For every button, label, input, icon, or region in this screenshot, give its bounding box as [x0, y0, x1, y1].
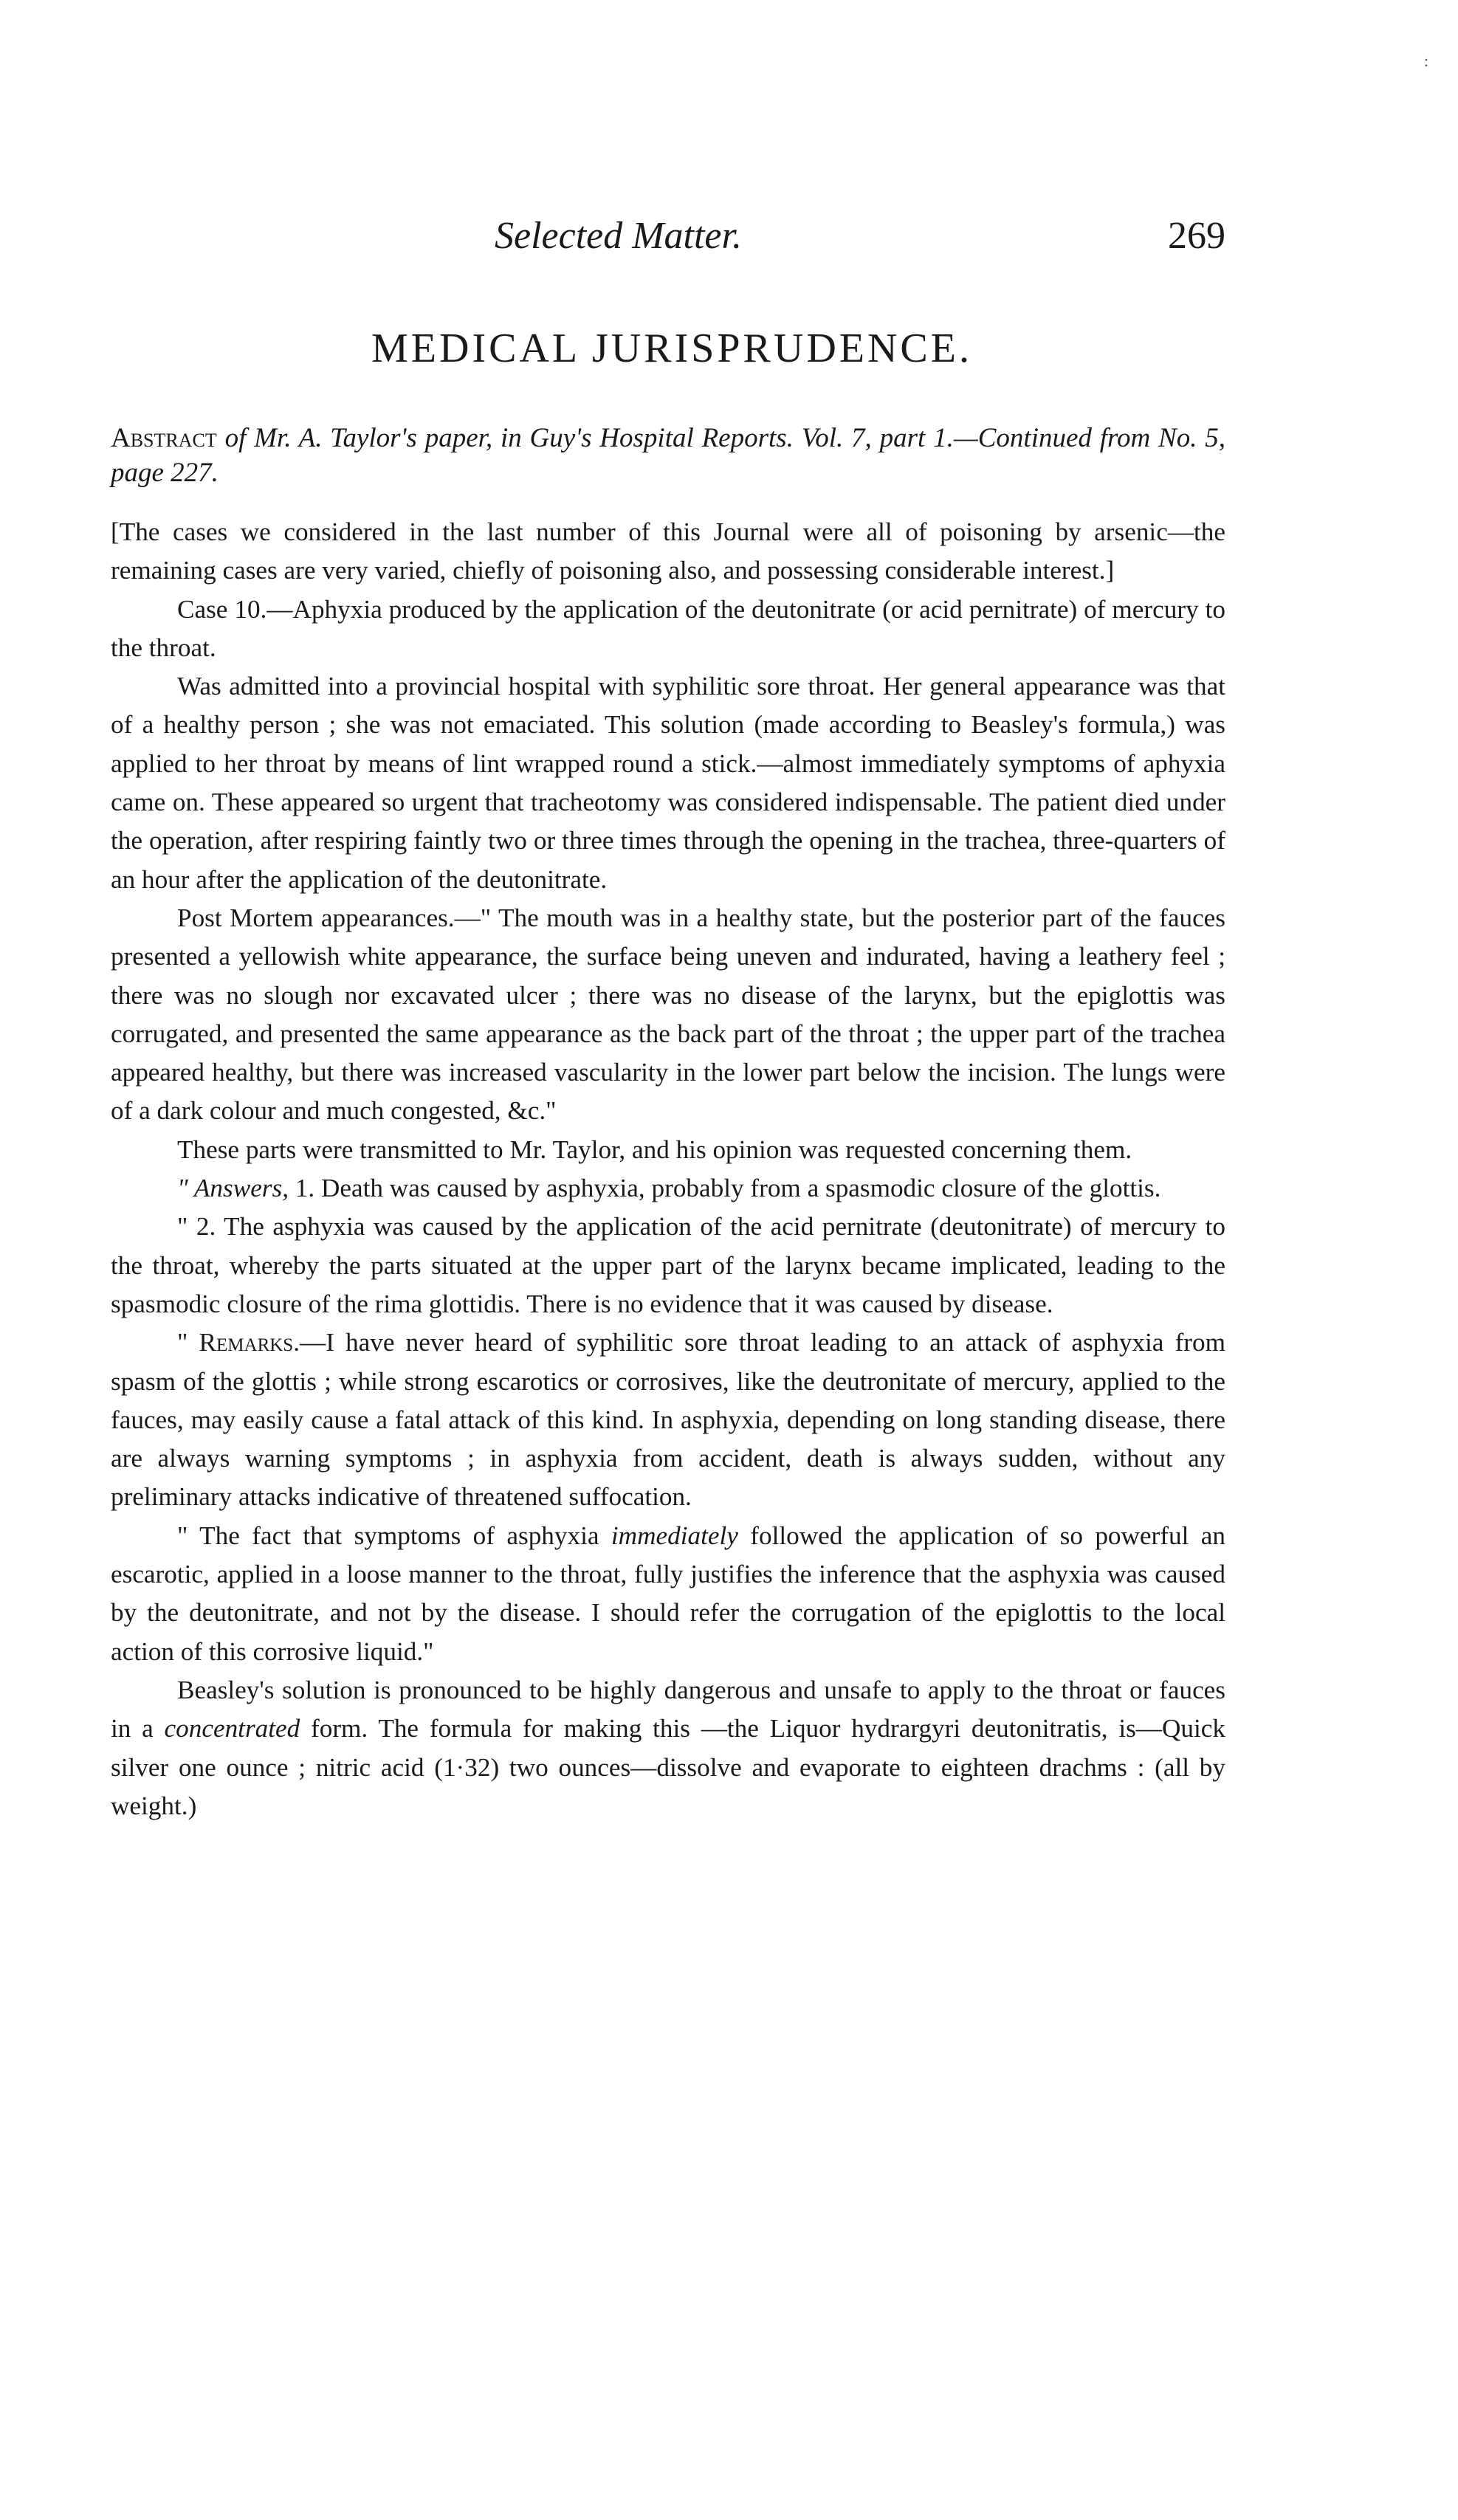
paragraph-remarks [111, 1323, 1225, 1516]
abstract [111, 421, 1225, 490]
abstract-lead: Abstract [111, 423, 217, 453]
solution-text-a: Beasley's solution is pronounced to be highly dangerous and unsafe to apply to the throat or fauces in a [111, 1675, 1225, 1743]
solution-text-emphasis: concentrated [164, 1714, 300, 1743]
paragraph-case-heading: Case 10.—Aphyxia produced by the application of the deutonitrate (or acid pernitrate) of mercury to the throat. [111, 594, 1225, 662]
solution-text-c: form. The formula for making this —the Liquor hydrargyri deutonitratis, is—Quick silver one ounce ; nitric acid (1·32) two ounces—dissolve and evaporate to eighteen drachms : (all by weight.) [111, 1714, 1225, 1820]
running-head [472, 214, 1225, 273]
answers-text: 1. Death was caused by asphyxia, probably from a spasmodic closure of the glottis. [289, 1174, 1161, 1203]
fact-text-c: followed the application of so powerful an escarotic, applied in a loose manner to the throat, fully justifies the inference that the asphyxia was caused by the deutonitrate, and not by the disease. I should refer the corrugation of the epiglottis to the local action of this corrosive liquid." [111, 1521, 1225, 1666]
body-text [111, 513, 1225, 1825]
paragraph-answer-two: " 2. The asphyxia was caused by the application of the acid pernitrate (deutonitrate) of mercury to the throat, whereby the parts situated at the upper part of the larynx became implicated, leading to the spasmodic closure of the rima glottidis. There is no evidence that it was caused by disease. [111, 1212, 1225, 1318]
paragraph-transmitted: These parts were transmitted to Mr. Taylor, and his opinion was requested concerning them. [177, 1135, 1132, 1164]
paragraph-answers [111, 1169, 1225, 1208]
paragraph-intro: [The cases we considered in the last number of this Journal were all of poisoning by arsenic—the remaining cases are very varied, chiefly of poisoning also, and possessing considerable interest.] [111, 517, 1225, 585]
remarks-lead: " Remarks. [177, 1328, 300, 1357]
edge-mark: : [1423, 52, 1428, 70]
paragraph-fact [111, 1517, 1225, 1671]
fact-text-a: " The fact that symptoms of asphyxia [177, 1521, 611, 1550]
fact-text-emphasis: immediately [611, 1521, 738, 1550]
paragraph-case-history: Was admitted into a provincial hospital with syphilitic sore throat. Her general appearance was that of a healthy person ; she was not emaciated. This solution (made according to Beasley's formula,) was applied to her throat by means of lint wrapped round a stick.—almost immediately symptoms of aphyxia came on. These appeared so urgent that tracheotomy was considered indispensable. The patient died under the operation, after respiring faintly two or three times through the opening in the trachea, three-quarters of an hour after the application of the deutonitrate. [111, 672, 1225, 894]
article-title: MEDICAL JURISPRUDENCE. [371, 326, 972, 371]
page-number: 269 [1168, 215, 1225, 257]
remarks-text: —I have never heard of syphilitic sore throat leading to an attack of asphyxia from spasm of the glottis ; while strong escarotics or corrosives, like the deutronitate of mercury, applied to the fauces, may easily cause a fatal attack of this kind. In asphyxia, depending on long standing disease, there are always warning symptoms ; in asphyxia from accident, death is always sudden, without any preliminary attacks indicative of threatened suffocation. [111, 1328, 1225, 1512]
paragraph-post-mortem: Post Mortem appearances.—" The mouth was in a healthy state, but the posterior part of the fauces presented a yellowish white appearance, the surface being uneven and indurated, having a leathery feel ; there was no slough nor excavated ulcer ; there was no disease of the larynx, but the epiglottis was corrugated, and presented the same appearance as the back part of the throat ; the upper part of the trachea appeared healthy, but there was increased vascularity in the lower part below the incision. The lungs were of a dark colour and much congested, &c." [111, 903, 1225, 1126]
answers-lead: " Answers, [177, 1174, 289, 1203]
paragraph-solution [111, 1671, 1225, 1825]
running-title: Selected Matter. [495, 215, 742, 257]
abstract-text: of Mr. A. Taylor's paper, in Guy's Hospital Reports. Vol. 7, part 1.—Continued from No. 5, page 227. [111, 423, 1226, 488]
